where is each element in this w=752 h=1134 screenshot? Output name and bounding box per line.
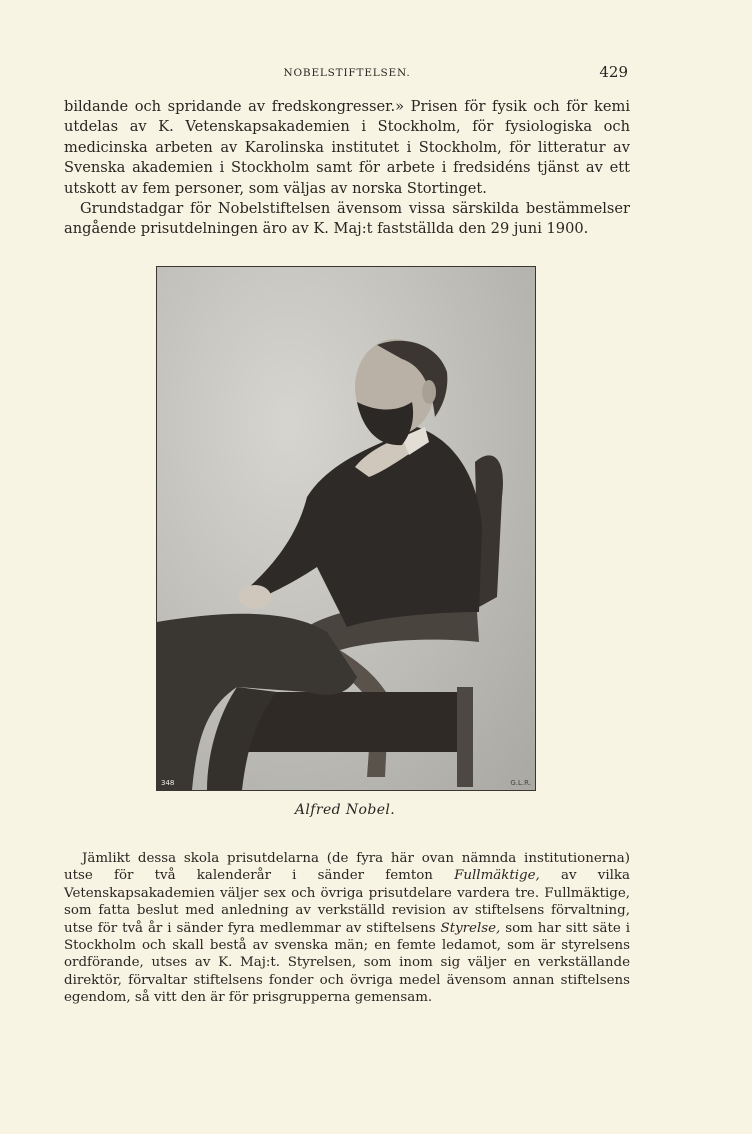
paragraph-1 bbox=[64, 97, 630, 199]
paragraph-2 bbox=[64, 199, 630, 240]
resting-hand bbox=[239, 585, 271, 609]
term-styrelse: Styrelse, bbox=[440, 920, 501, 936]
plate-number: 348 bbox=[161, 779, 175, 787]
paragraph-3-part-3: som har sitt säte i Stockholm och skall bestå av svenska män; en femte ledamot, som är styrelsens ordförande, utses av K. Maj:t. Styrelsen, som inom sig väljer en verkställande direktör, förvaltar stiftelsens fonder och övriga medel ävensom annan stiftelsens egendom, så vitt den är för prisgrupperna gemensam. bbox=[64, 920, 630, 1006]
paragraph-2-text: Grundstadgar för Nobelstiftelsen ävensom vissa särskilda bestämmelser angående prisutdelningen äro av K. Maj:t fastställda den 29 juni 1900. bbox=[64, 200, 630, 238]
ear bbox=[422, 380, 436, 404]
portrait-illustration bbox=[157, 267, 535, 790]
paragraph-3 bbox=[64, 850, 630, 1007]
page-header bbox=[64, 63, 630, 83]
paragraph-3-part-2: av vilka Vetenskapsakademien väljer sex och övriga prisutdelare vardera tre. Fullmäktige, som fatta beslut med anledning av verkställd revision av stiftelsens förvaltning, utse för två år i sänder fyra medlemmar av stiftelsens bbox=[64, 868, 630, 936]
page-number: 429 bbox=[599, 63, 628, 81]
figure-caption: Alfred Nobel. bbox=[294, 802, 396, 818]
term-fullmaktige: Fullmäktige, bbox=[454, 868, 540, 884]
chair-leg bbox=[457, 687, 473, 787]
coat bbox=[247, 427, 482, 627]
paragraph-1-text: bildande och spridande av fredskongresser.» Prisen för fysik och för kemi utdelas av K. Vetenskapsakademien i Stockholm, för fysiologiska och medicinska arbeten av Karolinska institutet i Stockholm, för litteratur av Svenska akademien i Stockholm samt för arbete i fredsidéns tjänst av ett utskott av fem personer, som väljas av norska Stortinget. bbox=[64, 98, 630, 197]
chair-seat bbox=[242, 692, 472, 752]
running-title: NOBELSTIFTELSEN. bbox=[283, 67, 411, 79]
photographer-mark: G.L.R. bbox=[510, 779, 531, 787]
portrait-photo bbox=[156, 266, 536, 791]
paragraph-3-part-1: Jämlikt dessa skola prisutdelarna (de fyra här ovan nämnda institutionerna) utse för två kalenderår i sänder femton bbox=[64, 851, 630, 884]
